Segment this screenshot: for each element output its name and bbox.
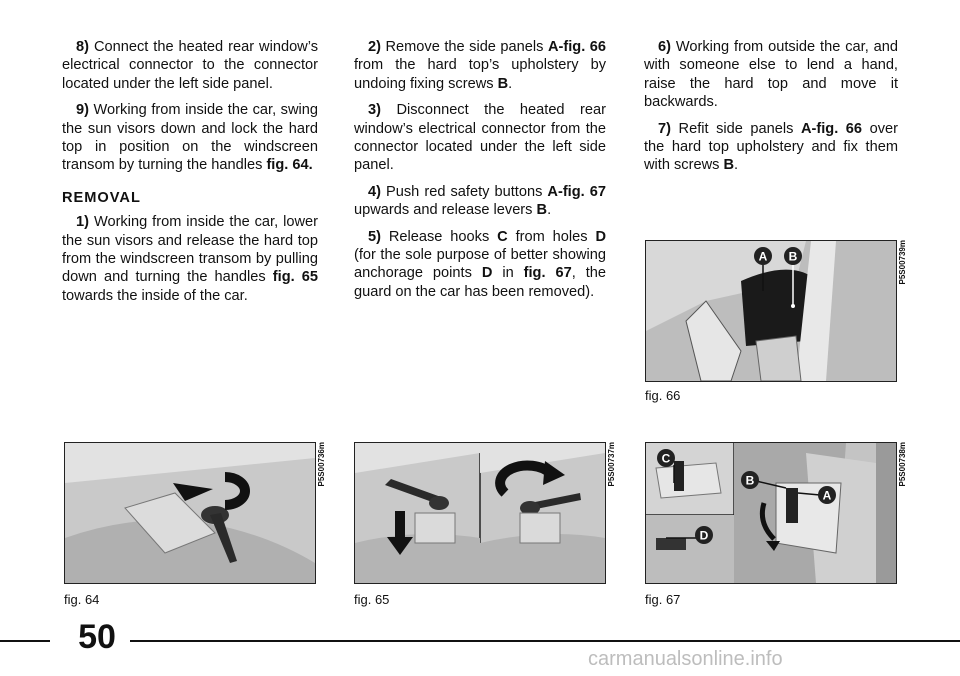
watermark: carmanualsonline.info — [588, 648, 783, 670]
figure-66-image — [645, 240, 897, 382]
step-5: 5) Release hooks C from holes D (for the sole purpose of better showing anchorage points D in fig. 67, the guard on the car has been removed). — [354, 228, 607, 300]
fig66-code: P5S00739m — [898, 240, 907, 285]
step-6: 6) Working from outside the car, and with someone else to lend a hand, raise the hard top and move it backwards. — [644, 39, 898, 111]
fig67-label-c: C — [661, 451, 671, 466]
fig67-label-b: B — [745, 473, 755, 488]
fig66-caption: fig. 66 — [645, 388, 681, 403]
step-2: 2) Remove the side panels A-fig. 66 from the hard top’s upholstery by undoing fixing screws B. — [354, 39, 606, 92]
text-column-2 — [354, 38, 606, 309]
step-7: 7) Refit side panels A-fig. 66 over the hard top upholstery and fix them with screws B. — [644, 120, 898, 174]
fig65-caption: fig. 65 — [354, 592, 390, 607]
footer-rule-left — [0, 640, 50, 642]
fig66-label-b: B — [788, 249, 798, 264]
text-column-1 — [62, 38, 318, 313]
fig67-label-a: A — [822, 488, 832, 503]
fig67-illustration — [646, 443, 896, 583]
figure-67-image — [645, 442, 897, 584]
step-1: 1) Working from inside the car, lower the sun visors and release the hard top from the windscreen transom by pulling down and turning the handles fig. 65 towards the inside of the car. — [62, 214, 318, 304]
fig66-label-a: A — [758, 249, 768, 264]
step-3: 3) Disconnect the heated rear window’s electrical connector from the connector located under the left side panel. — [354, 102, 606, 174]
fig64-caption: fig. 64 — [64, 592, 100, 607]
figure-65-image — [354, 442, 606, 584]
fig64-code: P5S00736m — [317, 442, 326, 487]
step-9: 9) Working from inside the car, swing the sun visors down and lock the hard top in position on the windscreen transom by turning the handles fig. 64. — [62, 102, 318, 174]
fig67-label-d: D — [699, 528, 709, 543]
step-4: 4) Push red safety buttons A-fig. 67 upwards and release levers B. — [354, 183, 606, 219]
step-8: 8) Connect the heated rear window’s electrical connector to the connector located under the left side panel. — [62, 39, 318, 92]
footer-rule-right — [130, 640, 960, 642]
removal-heading: REMOVAL — [62, 189, 141, 206]
fig67-code: P5S00738m — [898, 442, 907, 487]
fig66-illustration — [646, 241, 896, 381]
fig65-illustration — [355, 443, 605, 583]
text-column-3 — [644, 38, 898, 183]
fig65-code: P5S00737m — [607, 442, 616, 487]
fig64-illustration — [65, 443, 315, 583]
figure-64-image — [64, 442, 316, 584]
page-number: 50 — [78, 618, 116, 656]
fig67-caption: fig. 67 — [645, 592, 681, 607]
